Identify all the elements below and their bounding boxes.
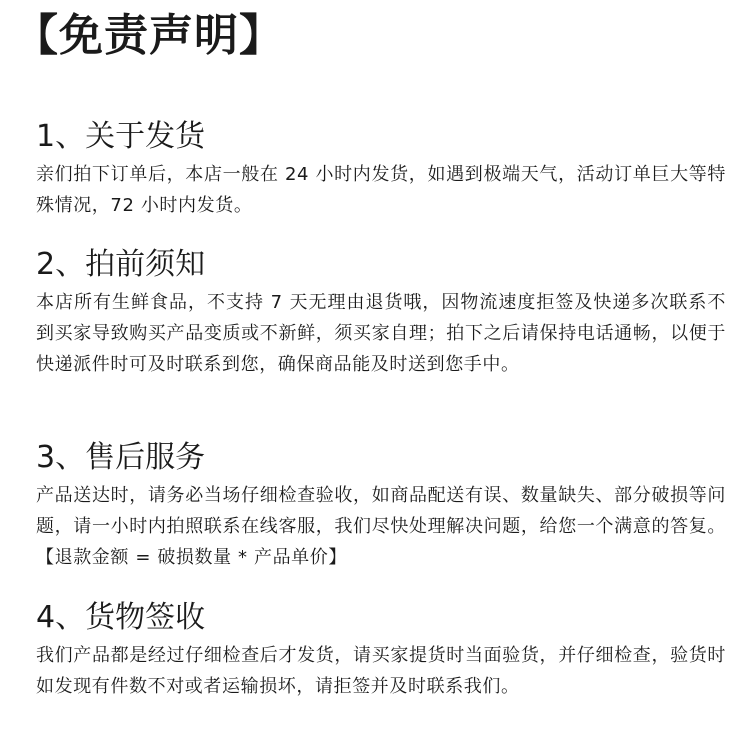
section-shipping	[36, 117, 726, 221]
section-heading: 1、关于发货	[36, 119, 206, 154]
section-heading: 3、售后服务	[36, 440, 206, 475]
section-heading: 4、货物签收	[36, 600, 206, 635]
section-goods-receipt	[36, 598, 726, 702]
section-body: 我们产品都是经过仔细检查后才发货，请买家提货时当面验货，并仔细检查，验货时如发现有件数不对或者运输损坏，请拒签并及时联系我们。	[36, 645, 726, 697]
section-heading: 2、拍前须知	[36, 247, 206, 282]
page-title: 【免责声明】	[14, 10, 284, 61]
section-body: 亲们拍下订单后，本店一般在 24 小时内发货，如遇到极端天气，活动订单巨大等特殊情况，72 小时内发货。	[36, 164, 726, 216]
section-pre-purchase-notice	[36, 245, 726, 380]
section-body: 本店所有生鲜食品，不支持 7 天无理由退货哦，因物流速度拒签及快递多次联系不到买家导致购买产品变质或不新鲜，须买家自理；拍下之后请保持电话通畅，以便于快递派件时可及时联系到您，确保商品能及时送到您手中。	[36, 292, 726, 375]
section-after-sales	[36, 438, 726, 573]
section-body: 产品送达时，请务必当场仔细检查验收，如商品配送有误、数量缺失、部分破损等问题，请一小时内拍照联系在线客服，我们尽快处理解决问题，给您一个满意的答复。【退款金额 = 破损数量 * 产品单价】	[36, 485, 726, 568]
